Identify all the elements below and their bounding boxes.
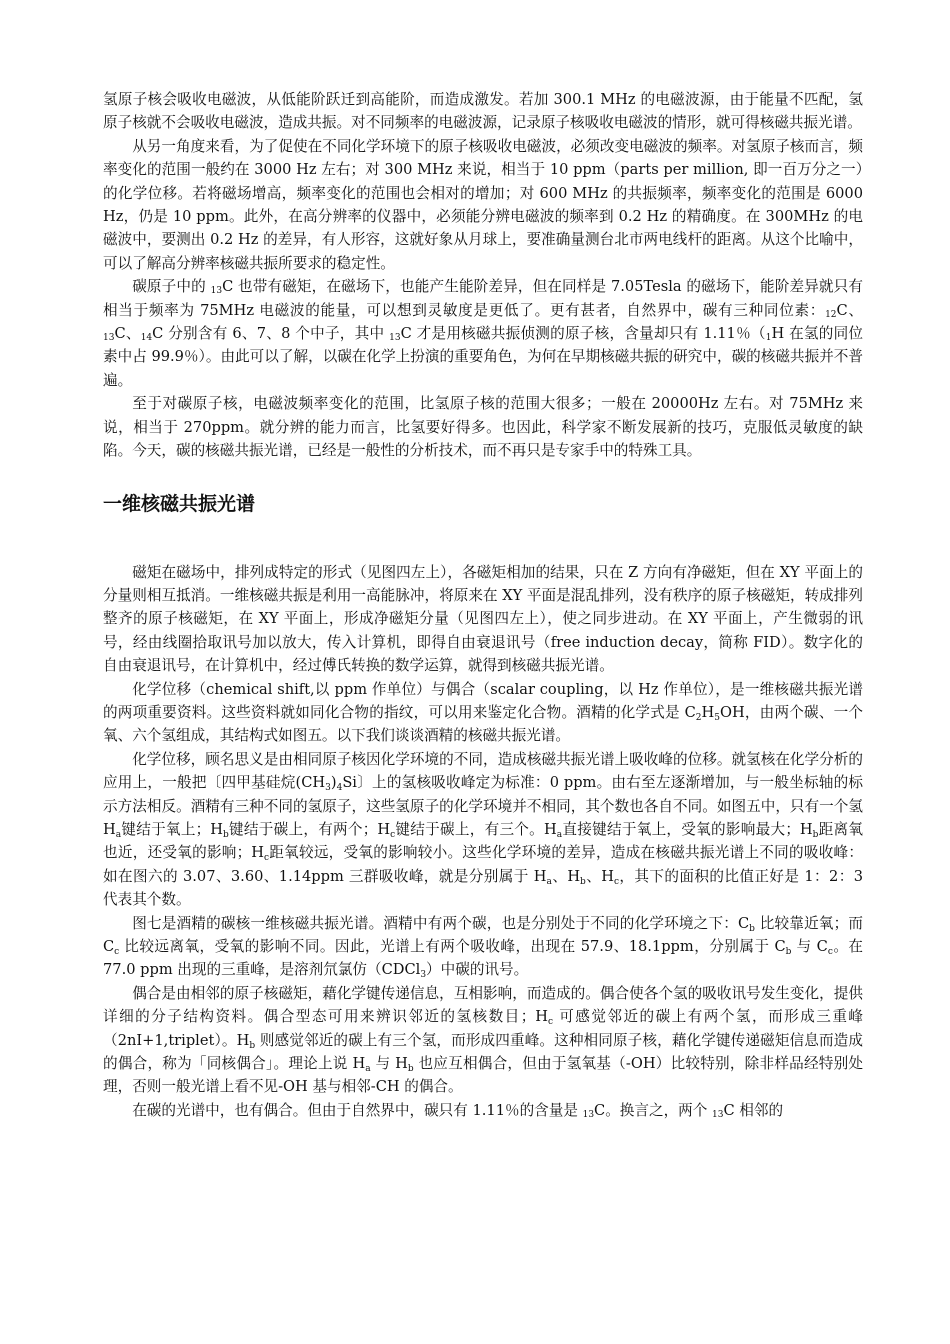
paragraph-carbon-isotopes: 碳原子中的 13C 也带有磁矩，在磁场下，也能产生能阶差异，但在同样是 7.05Tesla 的磁场下，能阶差异就只有相当于频率为 75MHz 电磁波的能量，可以想到灵敏度是更低了。更有甚者，自然界中，碳有三种同位素：12C、13C、14C 分别含有 6、7、8 个中子，其中 13C 才是用核磁共振侦测的原子核，含量却只有 1.11％（1H 在氢的同位素中占 99.9％）。由此可以了解，以碳在化学上扮演的重要角色，为何在早期核磁共振的研究中，碳的核磁共振并不普遍。 <box>103 278 864 389</box>
paragraph-hydrogen-resonance: 氢原子核会吸收电磁波，从低能阶跃迁到高能阶，而造成激发。若加 300.1 MHz 的电磁波源，由于能量不匹配，氢原子核就不会吸收电磁波，造成共振。对不同频率的电磁波源，记录原子核吸收电磁波的情形，就可得核磁共振光谱。 <box>103 91 863 132</box>
paragraph-coupling: 偶合是由相邻的原子核磁矩，藉化学键传递信息，互相影响，而造成的。偶合使各个氢的吸收讯号发生变化，提供详细的分子结构资料。偶合型态可用来辨识邻近的氢核数目；$H_c$ 可感觉邻近的碳上有两个氢，而形成三重峰（2nI+1,triplet）。$H_b$ 则感觉邻近的碳上有三个氢，而形成四重峰。这种相同原子核，藉化学键传递磁矩信息而造成的偶合，称为「同核偶合」。理论上说 $H_a$ 与 $H_b$ 也应互相偶合，但由于氢氧基（-OH）比较特别，除非样品经特别处理，否则一般光谱上看不见-OH 基与相邻-CH 的偶合。 <box>103 984 864 1096</box>
document-page <box>103 88 863 1122</box>
paragraph-chemical-shift: 化学位移，顾名思义是由相同原子核因化学环境的不同，造成核磁共振光谱上吸收峰的位移。就氢核在化学分析的应用上，一般把〔四甲基硅烷$(CH_3)_4Si$〕上的氢核吸收峰定为标准：0 ppm。由右至左逐渐增加，与一般坐标轴的标示方法相反。酒精有三种不同的氢原子，这些氢原子的化学环境并不相同，其个数也各自不同。如图五中，只有一个氢 $H_a$键结于氧上；$H_b$键结于碳上，有两个；$H_c$键结于碳上，有三个。$H_a$直接键结于氧上，受氧的影响最大；$H_b$距离氧也近，还受氧的影响；$H_c$距氧较远，受氧的影响较小。这些化学环境的差异，造成在核磁共振光谱上不同的吸收峰：如在图六的 3.07、3.60、1.14ppm 三群吸收峰，就是分别属于 $H_a$、$H_b$、$H_c$，其下的面积的比值正好是 1：2：3 代表其个数。 <box>103 750 863 909</box>
paragraph-carbon-range: 至于对碳原子核，电磁波频率变化的范围，比氢原子核的范围大很多；一般在 20000Hz 左右。对 75MHz 来说，相当于 270ppm。就分辨的能力而言，比氢要好得多。也因此，科学家不断发展新的技巧，克服低灵敏度的缺陷。今天，碳的核磁共振光谱，已经是一般性的分析技术，而不再只是专家手中的特殊工具。 <box>103 395 863 460</box>
paragraph-frequency-range: 从另一角度来看，为了促使在不同化学环境下的原子核吸收电磁波，必须改变电磁波的频率。对氢原子核而言，频率变化的范围一般约在 3000 Hz 左右；对 300 MHz 来说，相当于 10 ppm（parts per million, 即一百万分之一）的化学位移。若将磁场增高，频率变化的范围也会相对的增加；对 600 MHz 的共振频率，频率变化的范围是 6000 Hz，仍是 10 ppm。此外，在高分辨率的仪器中，必须能分辨电磁波的频率到 0.2 Hz 的精确度。在 300MHz 的电磁波中，要测出 0.2 Hz 的差异，有人形容，这就好象从月球上，要准确量测台北市两电线杆的距离。从这个比喻中，可以了解高分辨率核磁共振所要求的稳定性。 <box>103 137 863 272</box>
section-heading: 一维核磁共振光谱 <box>103 492 256 515</box>
paragraph-carbon-spectrum: 图七是酒精的碳核一维核磁共振光谱。酒精中有两个碳，也是分别处于不同的化学环境之下：$C_b$ 比较靠近氧；而 $C_c$ 比较远离氧，受氧的影响不同。因此，光谱上有两个吸收峰，出现在 57.9、18.1ppm，分别属于 $C_b$ 与 $C_c$。在 77.0 ppm 出现的三重峰，是溶剂氘氯仿（CDCl$_3$）中碳的讯号。 <box>103 914 864 981</box>
paragraph-chemical-shift-coupling: 化学位移（chemical shift,以 ppm 作单位）与偶合（scalar coupling，以 Hz 作单位），是一维核磁共振光谱的两项重要资料。这些资料就如同化合物的指纹，可以用来鉴定化合物。酒精的化学式是 $C_2H_5OH$，由两个碳、一个氧、六个氢组成，其结构式如图五。以下我们谈谈酒精的核磁共振光谱。 <box>103 680 863 745</box>
paragraph-carbon-coupling: 在碳的光谱中，也有偶合。但由于自然界中，碳只有 1.11％的含量是 13C。换言之，两个 13C 相邻的 <box>132 1101 784 1120</box>
paragraph-magnetic-moment: 磁矩在磁场中，排列成特定的形式（见图四左上），各磁矩相加的结果，只在 Z 方向有净磁矩，但在 XY 平面上的分量则相互抵消。一维核磁共振是利用一高能脉冲，将原来在 XY 平面是混乱排列，没有秩序的原子核磁矩，转成排列整齐的原子核磁矩，在 XY 平面上，形成净磁矩分量（见图四左上），使之同步进动。在 XY 平面上，产生微弱的讯号，经由线圈拾取讯号加以放大，传入计算机，即得自由衰退讯号（free induction decay，简称 FID）。数字化的自由衰退讯号，在计算机中，经过傅氏转换的数学运算，就得到核磁共振光谱。 <box>103 563 863 675</box>
